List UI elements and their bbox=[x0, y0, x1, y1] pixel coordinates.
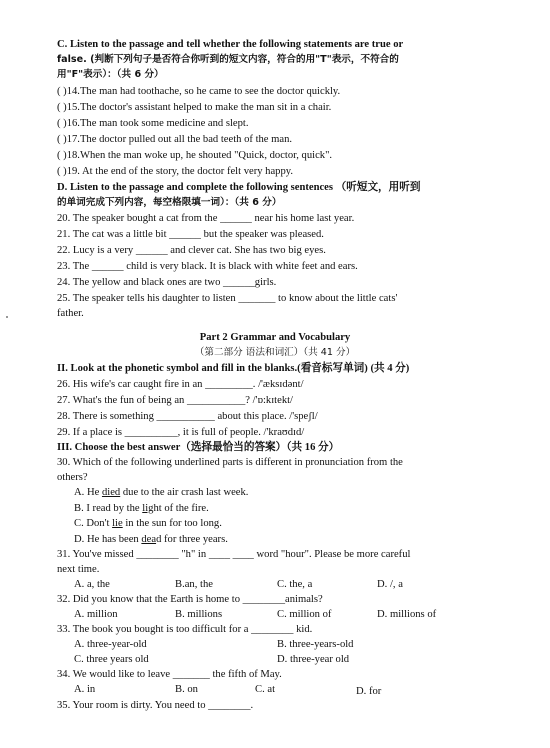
question-24: 24. The yellow and black ones are two ______girls. bbox=[57, 277, 277, 288]
section-d-title-line2: 的单词完成下列内容，每空格限填一词）：（共 6 分） bbox=[57, 197, 282, 208]
question-14: ( )14.The man had toothache, so he came to see the doctor quickly. bbox=[57, 86, 341, 97]
question-26: 26. His wife's car caught fire in an _________. /'æksɪdənt/ bbox=[57, 379, 304, 390]
question-20: 20. The speaker bought a cat from the ______ near his home last year. bbox=[57, 213, 355, 224]
question-18: ( )18.When the man woke up, he shouted "Quick, doctor, quick". bbox=[57, 150, 333, 161]
part2-subtitle: （第二部分 语法和词汇）（共 41 分） bbox=[194, 347, 356, 358]
question-30-cont: others? bbox=[57, 472, 88, 483]
q31-option-b: B.an, the bbox=[175, 579, 213, 590]
section-d-title: D. Listen to the passage and complete the following sentences （听短文，用听到 bbox=[57, 182, 421, 193]
question-25-cont: father. bbox=[57, 308, 84, 319]
question-28: 28. There is something ___________ about this place. /'speʃl/ bbox=[57, 411, 318, 422]
q33-option-d: D. three-year old bbox=[277, 654, 350, 665]
q30-option-b: B. I read by the light of the fire. bbox=[74, 503, 209, 514]
question-17: ( )17.The doctor pulled out all the bad teeth of the man. bbox=[57, 134, 293, 145]
q32-option-c: C. million of bbox=[277, 609, 332, 620]
q31-option-a: A. a, the bbox=[74, 579, 110, 590]
q30-option-a: A. He died due to the air crash last week. bbox=[74, 487, 249, 498]
question-23: 23. The ______ child is very black. It is black with white feet and ears. bbox=[57, 261, 358, 272]
q32-option-d: D. millions of bbox=[377, 609, 437, 620]
q32-option-a: A. million bbox=[74, 609, 118, 620]
section-iii-title: III. Choose the best answer（选择最恰当的答案）（共 16 分） bbox=[57, 442, 340, 453]
section-c-title-line3: 用"F"表示）：（共 6 分） bbox=[57, 69, 164, 80]
question-16: ( )16.The man took some medicine and slept. bbox=[57, 118, 249, 129]
q34-option-a: A. in bbox=[74, 684, 96, 695]
question-32: 32. Did you know that the Earth is home to ________animals? bbox=[57, 594, 323, 605]
section-c-title: C. Listen to the passage and tell whether the following statements are true or bbox=[57, 39, 404, 50]
question-30: 30. Which of the following underlined parts is different in pronunciation from the bbox=[57, 457, 403, 468]
q30-option-d: D. He has been dead for three years. bbox=[74, 534, 228, 545]
q33-option-a: A. three-year-old bbox=[74, 639, 147, 650]
q31-option-c: C. the, a bbox=[277, 579, 313, 590]
question-35: 35. Your room is dirty. You need to ________. bbox=[57, 700, 254, 711]
question-21: 21. The cat was a little bit ______ but the speaker was pleased. bbox=[57, 229, 324, 240]
question-33: 33. The book you bought is too difficult for a ________ kid. bbox=[57, 624, 313, 635]
question-22: 22. Lucy is a very ______ and clever cat. She has two big eyes. bbox=[57, 245, 326, 256]
question-29: 29. If a place is __________, it is full of people. /'kraʊdɪd/ bbox=[57, 427, 305, 438]
part2-title: Part 2 Grammar and Vocabulary bbox=[199, 332, 351, 343]
question-31-cont: next time. bbox=[57, 564, 100, 575]
question-31: 31. You've missed ________ "h" in ____ ____ word "hour". Please be more careful bbox=[57, 549, 411, 560]
section-c-title-line2: false. (判断下列句子是否符合你听到的短文内容，符合的用"T"表示，不符合的 bbox=[57, 54, 399, 65]
q31-option-d: D. /, a bbox=[377, 579, 403, 590]
question-34: 34. We would like to leave _______ the fifth of May. bbox=[57, 669, 282, 680]
q30-option-c: C. Don't lie in the sun for too long. bbox=[74, 518, 222, 529]
q32-option-b: B. millions bbox=[175, 609, 223, 620]
scan-speck bbox=[6, 316, 8, 318]
q33-option-c: C. three years old bbox=[74, 654, 149, 665]
question-27: 27. What's the fun of being an ___________? /'ɒ:kɪtekt/ bbox=[57, 395, 294, 406]
question-25: 25. The speaker tells his daughter to listen _______ to know about the little cats' bbox=[57, 293, 398, 304]
section-ii-title: II. Look at the phonetic symbol and fill in the blanks.(看音标写单词) (共 4 分) bbox=[57, 363, 410, 374]
q33-option-b: B. three-years-old bbox=[277, 639, 354, 650]
question-19: ( )19. At the end of the story, the doctor felt very happy. bbox=[57, 166, 294, 177]
q34-option-b: B. on bbox=[175, 684, 198, 695]
question-15: ( )15.The doctor's assistant helped to make the man sit in a chair. bbox=[57, 102, 332, 113]
q34-option-c: C. at bbox=[255, 684, 276, 695]
q34-option-d: D. for bbox=[356, 686, 382, 697]
